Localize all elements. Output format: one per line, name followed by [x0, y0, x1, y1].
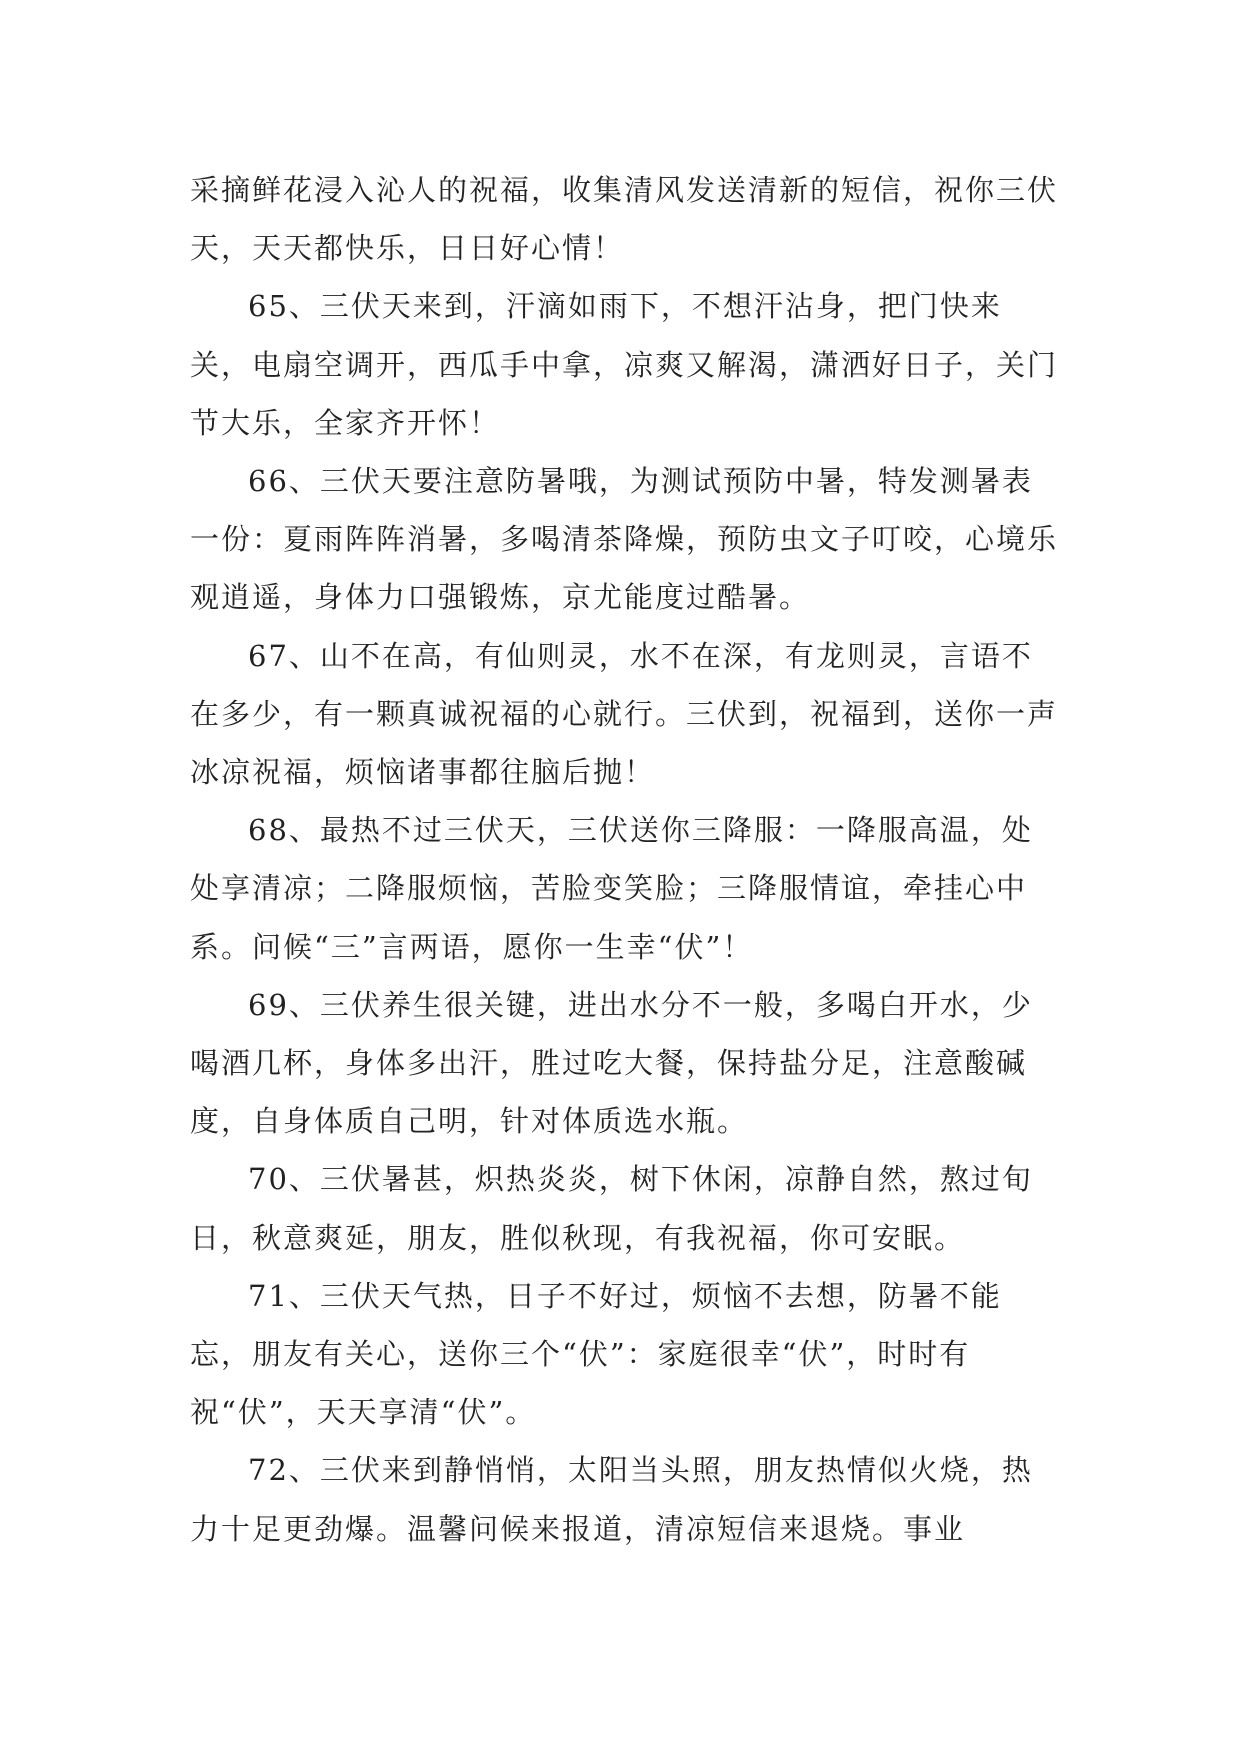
paragraph-71: 71、三伏天气热，日子不好过，烦恼不去想，防暑不能忘，朋友有关心，送你三个“伏”：家庭很幸“伏”，时时有祝“伏”，天天享清“伏”。	[190, 1278, 1002, 1430]
paragraph-65: 65、三伏天来到，汗滴如雨下，不想汗沾身，把门快来关，电扇空调开，西瓜手中拿，凉爽又解渴，潇洒好日子，关门节大乐，全家齐开怀！	[190, 289, 1059, 440]
paragraph-66: 66、三伏天要注意防暑哦，为测试预防中暑，特发测暑表一份：夏雨阵阵消暑，多喝清茶降燥，预防虫文子叮咬，心境乐观逍遥，身体力口强锻炼，京尤能度过酷暑。	[190, 464, 1059, 615]
document-body	[190, 161, 1060, 1558]
paragraph-70: 70、三伏暑甚，炽热炎炎，树下休闲，凉静自然，熬过旬日，秋意爽延，朋友，胜似秋现，有我祝福，你可安眠。	[190, 1162, 1033, 1255]
paragraph-72: 72、三伏来到静悄悄，太阳当头照，朋友热情似火烧，热力十足更劲爆。温馨问候来报道，清凉短信来退烧。事业	[190, 1453, 1033, 1546]
paragraph-68: 68、最热不过三伏天，三伏送你三降服：一降服高温，处处享清凉；二降服烦恼，苦脸变笑脸；三降服情谊，牵挂心中系。问候“三”言两语，愿你一生幸“伏”！	[190, 813, 1033, 964]
paragraph-67: 67、山不在高，有仙则灵，水不在深，有龙则灵，言语不在多少，有一颗真诚祝福的心就行。三伏到，祝福到，送你一声冰凉祝福，烦恼诸事都往脑后抛！	[190, 638, 1059, 790]
paragraph-continuation: 采摘鲜花浸入沁人的祝福，收集清风发送清新的短信，祝你三伏天，天天都快乐，日日好心情！	[190, 173, 1059, 266]
paragraph-69: 69、三伏养生很关键，进出水分不一般，多喝白开水，少喝酒几杯，身体多出汗，胜过吃大餐，保持盐分足，注意酸碱度，自身体质自己明，针对体质选水瓶。	[190, 987, 1033, 1139]
